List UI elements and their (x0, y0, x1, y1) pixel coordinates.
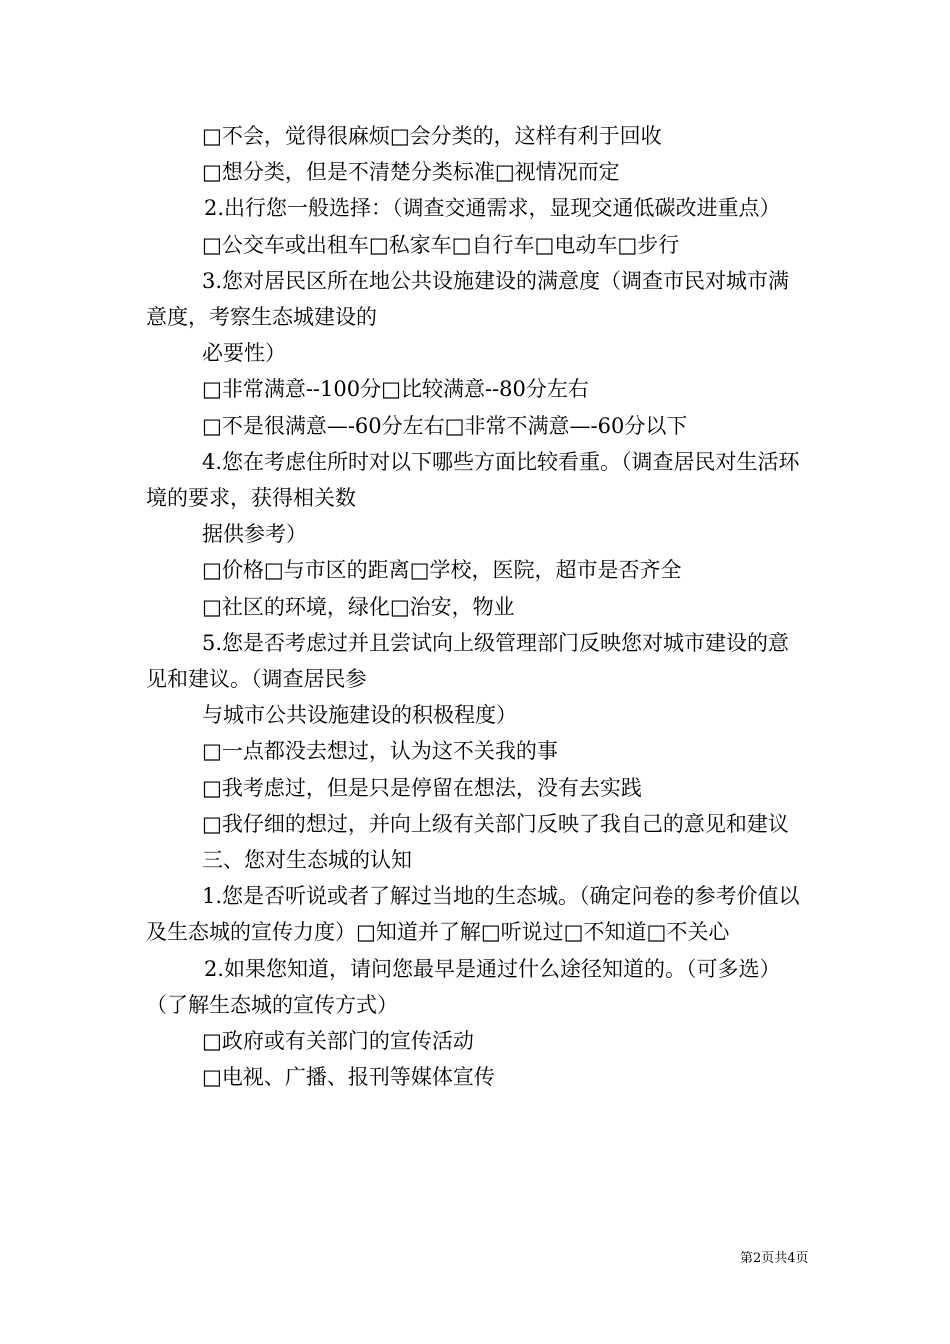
question-satisfaction-cont: 必要性） (202, 341, 286, 366)
question-housing: 4.您在考虑住所时对以下哪些方面比较看重。（调查居民对生活环境的要求，获得相关数 (146, 449, 800, 511)
question-heard-of: 1.您是否听说或者了解过当地的生态城。（确定问卷的参考价值以及生态城的宣传力度）□知道并了解□听说过□不知道□不关心 (146, 884, 800, 945)
option-line-source-2: □电视、广播、报刊等媒体宣传 (202, 1065, 495, 1090)
option-line-feedback-3: □我仔细的想过，并向上级有关部门反映了我自己的意见和建议 (202, 811, 789, 836)
option-line-housing-1: □价格□与市区的距离□学校，医院，超市是否齐全 (202, 558, 682, 583)
question-feedback: 5.您是否考虑过并且尝试向上级管理部门反映您对城市建设的意见和建议。（调查居民参 (146, 630, 790, 692)
question-feedback-cont: 与城市公共设施建设的积极程度） (202, 703, 517, 728)
question-travel: 2.出行您一般选择：（调查交通需求，显现交通低碳改进重点） (204, 196, 781, 221)
option-line-sorting-2: □想分类，但是不清楚分类标准□视情况而定 (202, 160, 620, 185)
page-number: 第2页共4页 (740, 1251, 809, 1266)
question-source: 2.如果您知道，请问您最早是通过什么途径知道的。（可多选）（了解生态城的宣传方式） (146, 956, 781, 1017)
option-line-sorting-1: □不会，觉得很麻烦□会分类的，这样有利于回收 (202, 124, 662, 148)
question-satisfaction: 3.您对居民区所在地公共设施建设的满意度（调查市民对城市满意度，考察生态城建设的 (146, 268, 790, 330)
option-line-travel: □公交车或出租车□私家车□自行车□电动车□步行 (202, 232, 680, 257)
question-housing-cont: 据供参考） (202, 522, 307, 547)
option-line-feedback-1: □一点都没去想过，认为这不关我的事 (202, 739, 558, 764)
option-line-source-1: □政府或有关部门的宣传活动 (202, 1029, 474, 1054)
document-body (146, 118, 808, 1095)
option-line-housing-2: □社区的环境，绿化□治安，物业 (202, 594, 515, 619)
section-heading-awareness: 三、您对生态城的认知 (202, 848, 412, 873)
option-line-satisfaction-1: □非常满意--100分□比较满意--80分左右 (202, 377, 589, 402)
option-line-satisfaction-2: □不是很满意—-60分左右□非常不满意—-60分以下 (202, 413, 688, 438)
option-line-feedback-2: □我考虑过，但是只是停留在想法，没有去实践 (202, 775, 642, 800)
